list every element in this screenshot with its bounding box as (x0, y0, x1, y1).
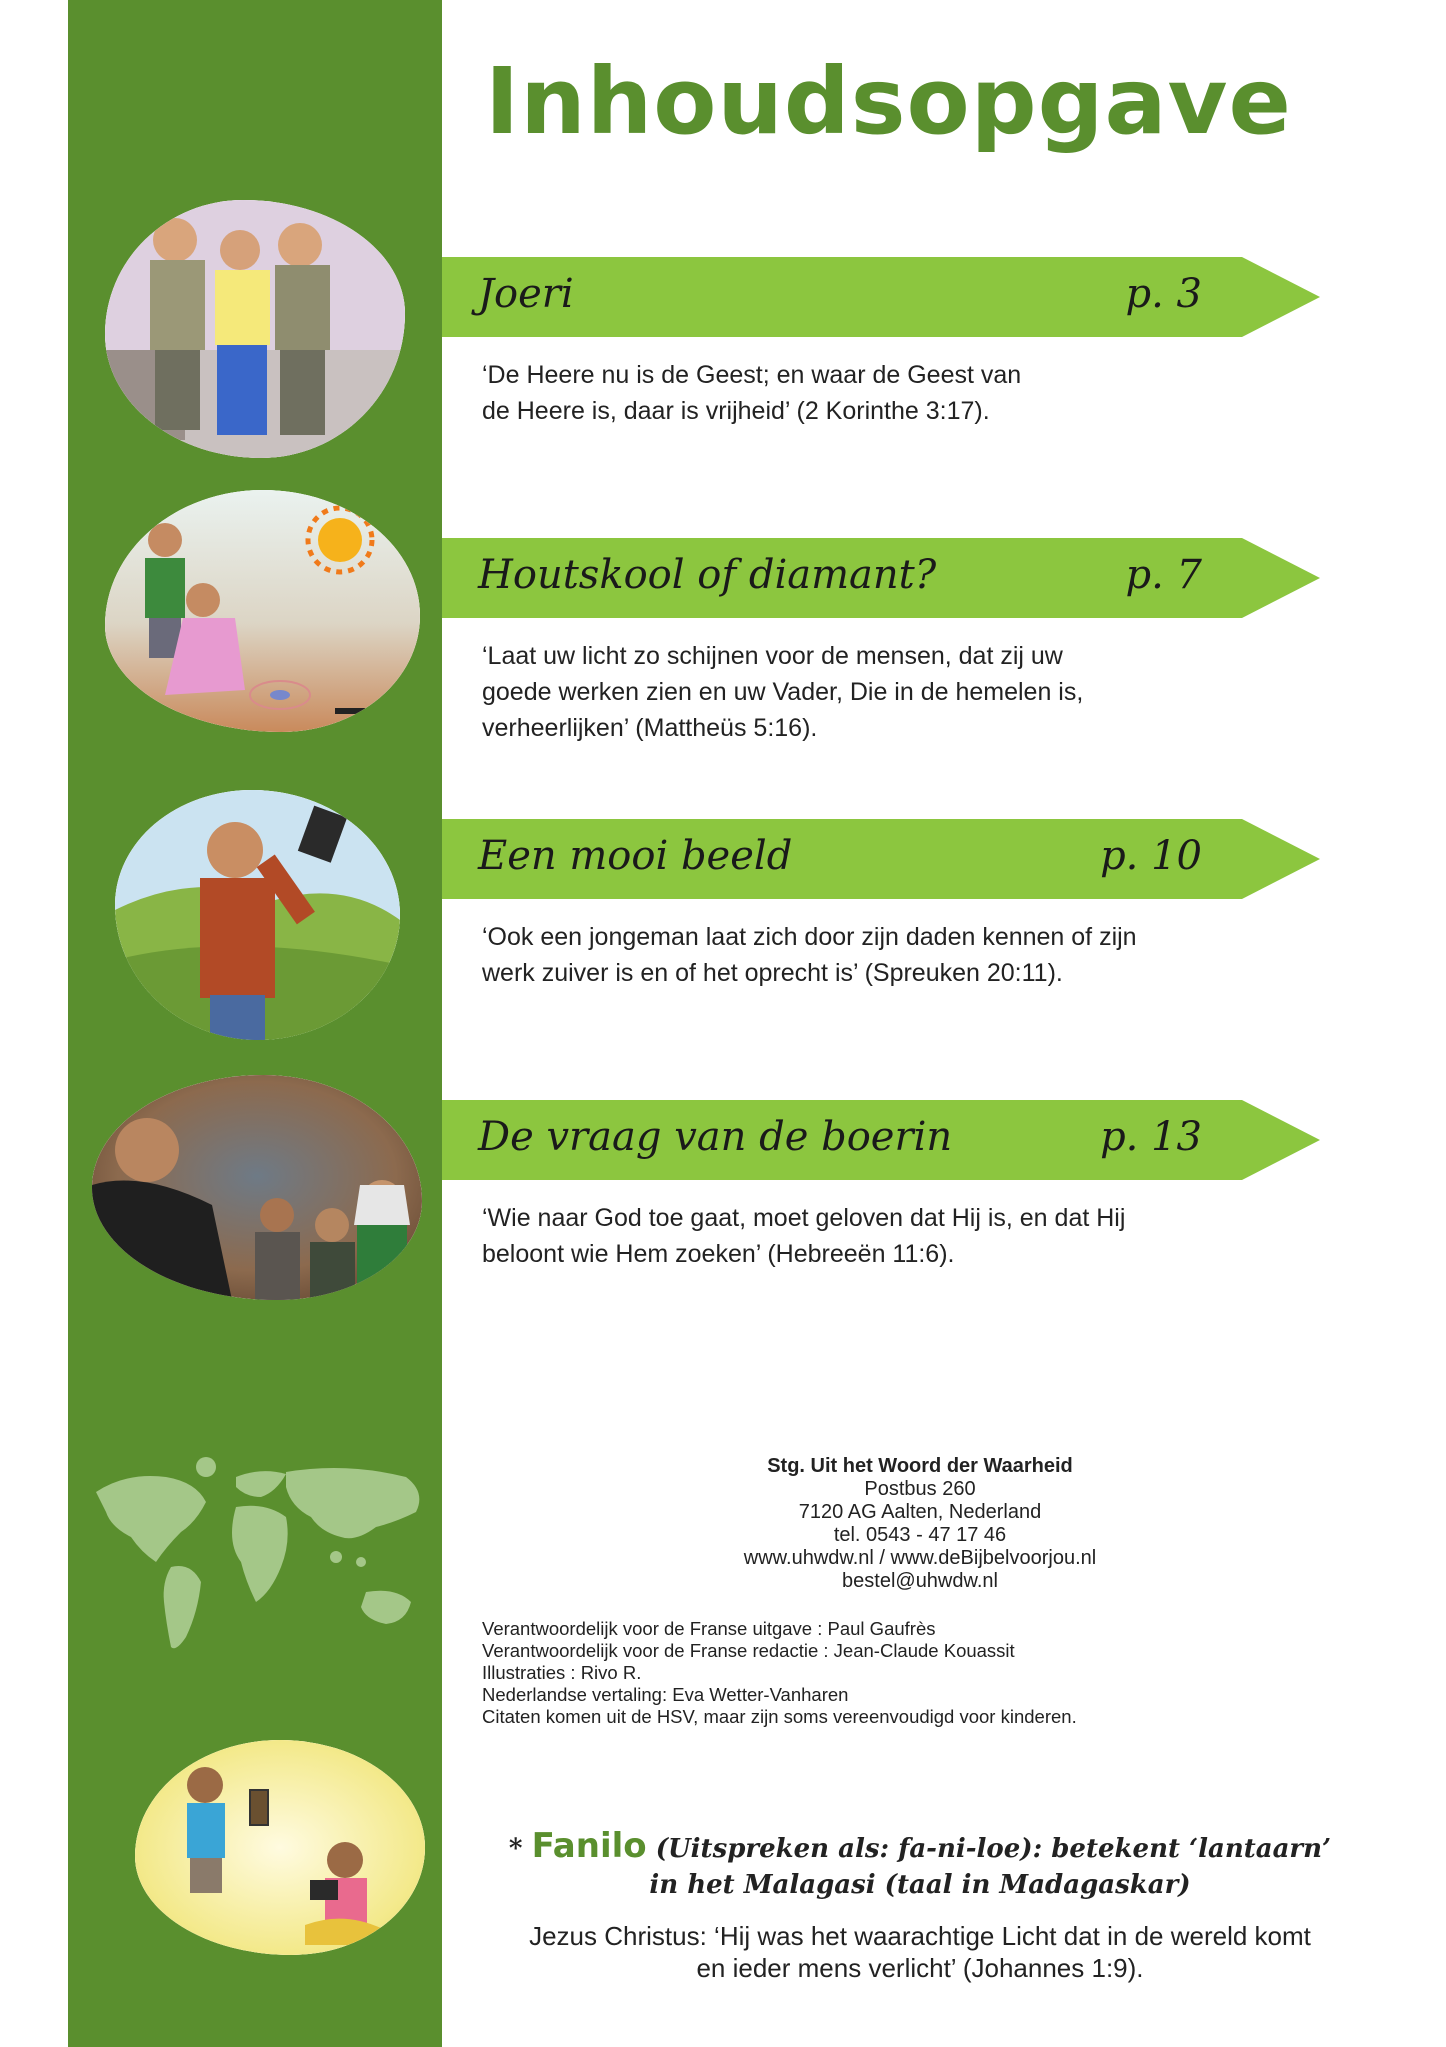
entry-page-number: p. 13 (1100, 1114, 1202, 1160)
publisher-name: Stg. Uit het Woord der Waarheid (767, 1455, 1073, 1477)
fanilo-note (500, 1828, 1340, 1903)
entry-banner (442, 819, 1322, 899)
entry-quote: ‘Ook een jongeman laat zich door zijn daden kennen of zijn werk zuiver is en of het oprecht is’ (Spreuken 20:11). (482, 923, 1137, 987)
entry-page-number: p. 10 (1100, 833, 1202, 879)
entry-page-number: p. 3 (1125, 271, 1202, 317)
closing-quote-line1: Jezus Christus: ‘Hij was het waarachtige Licht dat in de wereld komt (529, 1921, 1311, 1951)
lantern-children-illustration (135, 1740, 425, 1955)
publisher-websites[interactable]: www.uhwdw.nl / www.deBijbelvoorjou.nl (743, 1547, 1097, 1569)
entry-title: Een mooi beeld (478, 833, 793, 879)
publisher-email[interactable]: bestel@uhwdw.nl (842, 1570, 998, 1592)
credit-line: Illustraties : Rivo R. (482, 1662, 642, 1683)
fanilo-name: Fanilo (531, 1826, 647, 1866)
entry-quote: ‘De Heere nu is de Geest; en waar de Geest van de Heere is, daar is vrijheid’ (2 Korinthe 3:17). (482, 361, 1022, 425)
publisher-phone: tel. 0543 - 47 17 46 (833, 1524, 1007, 1546)
credits (482, 1618, 1242, 1728)
credit-line: Nederlandse vertaling: Eva Wetter-Vanharen (482, 1684, 849, 1705)
entry-banner (442, 1100, 1322, 1180)
credit-line: Citaten komen uit de HSV, maar zijn soms vereenvoudigd voor kinderen. (482, 1706, 1077, 1727)
asterisk: * (508, 1834, 523, 1864)
entry-title: De vraag van de boerin (478, 1114, 953, 1160)
publisher-contact (640, 1455, 1200, 1593)
toc-entry-vraag-boerin[interactable] (442, 1100, 1342, 1290)
closing-quote (500, 1920, 1340, 1984)
entry-quote: ‘Laat uw licht zo schijnen voor de mensen, dat zij uw goede werken zien en uw Vader, Die in de hemelen is, verheerlijken’ (Mattheüs 5:16). (482, 642, 1084, 742)
toc-entry-mooi-beeld[interactable] (442, 819, 1342, 1009)
credit-line: Verantwoordelijk voor de Franse uitgave : Paul Gaufrès (482, 1618, 936, 1639)
credit-line: Verantwoordelijk voor de Franse redactie : Jean-Claude Kouassit (482, 1640, 1015, 1661)
fanilo-line1: (Uitspreken als: fa-ni-loe): betekent ‘lantaarn’ (655, 1834, 1332, 1864)
toc-entry-joeri[interactable] (442, 257, 1342, 447)
entry-quote: ‘Wie naar God toe gaat, moet geloven dat Hij is, en dat Hij beloont wie Hem zoeken’ (Hebreeën 11:6). (482, 1204, 1126, 1268)
entry-banner (442, 257, 1322, 337)
publisher-postbus: Postbus 260 (864, 1478, 976, 1500)
entry-title: Joeri (478, 271, 574, 317)
publisher-address: 7120 AG Aalten, Nederland (798, 1501, 1042, 1523)
toc-entry-houtskool[interactable] (442, 538, 1342, 758)
entry-page-number: p. 7 (1125, 552, 1202, 598)
closing-quote-line2: en ieder mens verlicht’ (Johannes 1:9). (696, 1953, 1144, 1983)
fanilo-line2: in het Malagasi (taal in Madagaskar) (649, 1870, 1191, 1900)
world-map-icon (86, 1452, 436, 1662)
entry-title: Houtskool of diamant? (478, 552, 937, 598)
page-title: Inhoudsopgave (485, 48, 1292, 155)
entry-banner (442, 538, 1322, 618)
